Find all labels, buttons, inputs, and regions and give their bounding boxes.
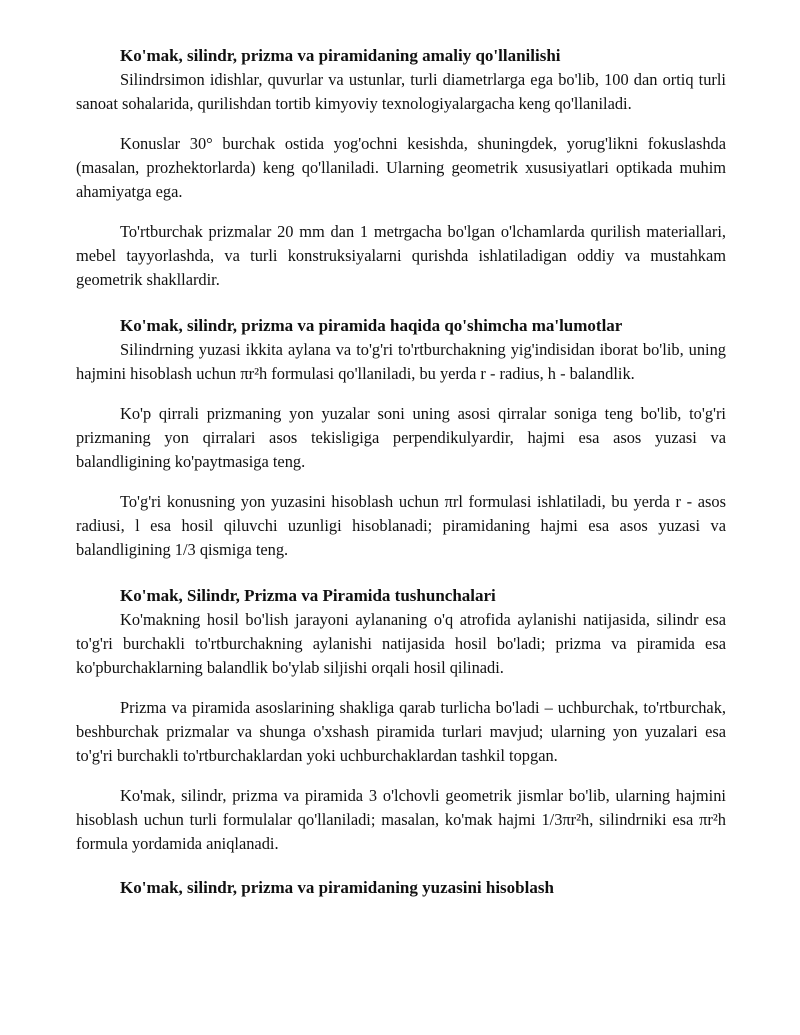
paragraph-cylinder-surface: Silindrning yuzasi ikkita aylana va to'g'ri to'rtburchakning yig'indisidan iborat bo'lib, uning hajmini hisoblash uchun πr²h formulasi qo'llaniladi, bu yerda r - radius, h - balandlik. [76,340,726,383]
section-title-concepts: Ko'mak, Silindr, Prizma va Piramida tushunchalari [120,586,496,605]
paragraph-prisms: To'rtburchak prizmalar 20 mm dan 1 metrgacha bo'lgan o'lchamlarda qurilish materiallari, mebel tayyorlashda, va turli konstruksiyalarni qurishda ishlatiladigan oddiy va mustahkam geometrik shakllardir. [76,222,726,289]
paragraph-formation: Ko'makning hosil bo'lish jarayoni aylananing o'q atrofida aylanishi natijasida, silindr esa to'g'ri burchakli to'rtburchakning aylanishi natijasida hosil bo'ladi; prizma va piramida esa ko'pburchaklarning balandlik bo'ylab siljishi orqali hosil qilinadi. [76,610,726,677]
paragraph-prism-faces: Ko'p qirrali prizmaning yon yuzalar soni uning asosi qirralar soniga teng bo'lib, to'g'ri prizmaning yon qirralari asos tekisligiga perpendikulyardir, hajmi esa asos yuzasi va balandligining ko'paytmasiga teng. [76,404,726,471]
paragraph-cones: Konuslar 30° burchak ostida yog'ochni kesishda, shuningdek, yorug'likni fokuslashda (masalan, prozhektorlarda) keng qo'llaniladi. Ularning geometrik xususiyatlari optikada muhim ahamiyatga ega. [76,134,726,201]
section-title-practical-use: Ko'mak, silindr, prizma va piramidaning amaliy qo'llanilishi [120,46,561,65]
document-page [76,44,726,900]
paragraph-volumes: Ko'mak, silindr, prizma va piramida 3 o'lchovli geometrik jismlar bo'lib, ularning hajmini hisoblash uchun turli formulalar qo'llaniladi; masalan, ko'mak hajmi 1/3πr²h, silindrniki esa πr²h formula yordamida aniqlanadi. [76,786,726,853]
paragraph-cylinders: Silindrsimon idishlar, quvurlar va ustunlar, turli diametrlarga ega bo'lib, 100 dan ortiq turli sanoat sohalarida, qurilishdan tortib kimyoviy texnologiyalargacha keng qo'llaniladi. [76,70,726,113]
paragraph-bases: Prizma va piramida asoslarining shakliga qarab turlicha bo'ladi – uchburchak, to'rtburchak, beshburchak prizmalar va shunga o'xshash piramida turlari mavjud; ularning yon yuzalari esa to'g'ri burchakli to'rtburchaklardan yoki uchburchaklardan tashkil topgan. [76,698,726,765]
section-title-surface-calculation: Ko'mak, silindr, prizma va piramidaning yuzasini hisoblash [120,878,554,897]
paragraph-cone-lateral: To'g'ri konusning yon yuzasini hisoblash uchun πrl formulasi ishlatiladi, bu yerda r - asos radiusi, l esa hosil qiluvchi uzunligi hisoblanadi; piramidaning hajmi esa asos yuzasi va balandligining 1/3 qismiga teng. [76,492,726,559]
section-title-additional-info: Ko'mak, silindr, prizma va piramida haqida qo'shimcha ma'lumotlar [120,316,623,335]
